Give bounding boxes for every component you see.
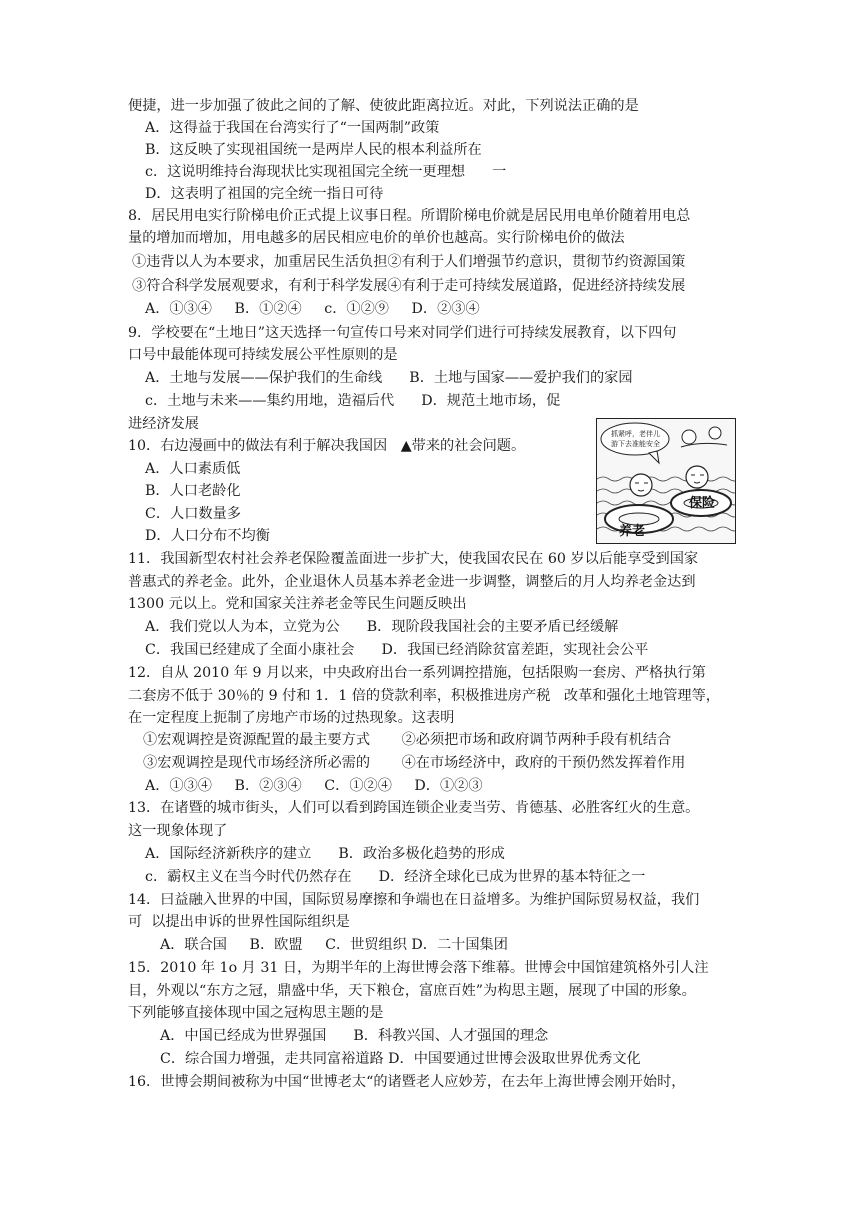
text-line: A．联合国 B．欧盟 C．世贸组织 D．二十国集团 xyxy=(160,937,508,953)
text-line: 15．2010 年 1o 月 31 日，为期半年的上海世博会落下维幕。世博会中国馆建筑格外引人注 xyxy=(128,960,709,976)
text-line: 11．我国新型农村社会养老保险覆盖面进一步扩大，使我国农民在 60 岁以后能享受到国家 xyxy=(128,551,699,567)
text-line: A．我们党以人为本，立党为公 B．现阶段我国社会的主要矛盾已经缓解 xyxy=(145,619,619,635)
text-line: ①宏观调控是资源配置的最主要方式 ②必须把市场和政府调节两种手段有机结合 xyxy=(143,732,672,748)
text-line: ③符合科学发展观要求，有利于科学发展④有利于走可持续发展道路，促进经济持续发展 xyxy=(132,278,686,294)
cartoon-drawing xyxy=(597,419,735,543)
text-line: 1300 元以上。党和国家关注养老金等民生问题反映出 xyxy=(128,596,467,612)
text-line: 口号中最能体现可持续发展公平性原则的是 xyxy=(128,347,398,363)
text-line: 13．在诸暨的城市街头，人们可以看到跨国连锁企业麦当劳、肯德基、必胜客红火的生意。 xyxy=(128,800,700,816)
text-line: c．这说明维持台海现状比实现祖国完全统一更理想 一 xyxy=(145,164,507,180)
text-line: C．综合国力增强，走共同富裕道路 D．中国要通过世博会汲取世界优秀文化 xyxy=(160,1051,641,1067)
text-line: 12．自从 2010 年 9 月以来，中央政府出台一系列调控措施，包括限购一套房、严格执行第 xyxy=(128,665,706,681)
text-line: ①违背以人为本要求，加重居民生活负担②有利于人们增强节约意识，贯彻节约资源国策 xyxy=(132,254,686,270)
text-line: A．中国已经成为世界强国 B．科教兴国、人才强国的理念 xyxy=(160,1028,549,1044)
ring-label-right: 保险 xyxy=(689,496,716,511)
text-line: 进经济发展 xyxy=(128,416,199,432)
cartoon-image xyxy=(596,418,736,544)
text-line: B．这反映了实现祖国统一是两岸人民的根本利益所在 xyxy=(145,142,482,158)
text-line: C．人口数量多 xyxy=(145,506,241,522)
text-line: ③宏观调控是现代市场经济所必需的 ④在市场经济中，政府的干预仍然发挥着作用 xyxy=(143,755,686,771)
text-line: C．我国已经建成了全面小康社会 D．我国已经消除贫富差距，实现社会公平 xyxy=(145,642,649,658)
text-line: 下列能够直接体现中国之冠构思主题的是 xyxy=(128,1005,384,1021)
text-line: 可 以提出申诉的世界性国际组织是 xyxy=(128,914,350,930)
text-line: 在一定程度上扼制了房地产市场的过热现象。这表明 xyxy=(128,710,455,726)
text-line: 二套房不低于 30％的 9 付和 1．1 倍的贷款利率，积极推进房产税 改革和强化土地管理等， xyxy=(128,688,720,704)
bubble-text-2: 游下去准能安全 xyxy=(611,440,660,448)
text-line: c．霸权主义在当今时代仍然存在 D．经济全球化已成为世界的基本特征之一 xyxy=(145,869,646,885)
text-line: A．①③④ B．②③④ C．①②④ D．①②③ xyxy=(145,778,483,794)
text-line: 16．世博会期间被称为中国“世博老太“的诸暨老人应妙芳，在去年上海世博会刚开始时， xyxy=(128,1074,686,1090)
bubble-text-1: 抓紧呼，老伴儿 xyxy=(611,430,660,438)
text-line: 这一现象体现了 xyxy=(128,823,228,839)
text-line: A．这得益于我国在台湾实行了“一国两制”政策 xyxy=(145,120,440,136)
text-line: c．土地与未来——集约用地，造福后代 D．规范土地市场，促 xyxy=(145,393,561,409)
ring-label-left: 养老 xyxy=(619,524,646,539)
text-line: 目，外观以“东方之冠，鼎盛中华，天下粮仓，富庶百姓”为构思主题，展现了中国的形象。 xyxy=(128,983,696,999)
text-line: A．土地与发展——保护我们的生命线 B．土地与国家——爱护我们的家园 xyxy=(145,370,633,386)
text-line: A．人口素质低 xyxy=(145,461,241,477)
text-line: A．①③④ B．①②④ c．①②⑨ D．②③④ xyxy=(145,301,480,317)
text-line: 14．曰益融入世界的中国，国际贸易摩擦和争端也在日益增多。为维护国际贸易权益，我们 xyxy=(128,892,700,908)
text-line: 便捷，进一步加强了彼此之间的了解、使彼此距离拉近。对此，下列说法正确的是 xyxy=(128,98,639,114)
text-line: D．人口分布不均衡 xyxy=(145,528,270,544)
text-line: 量的增加而增加，用电越多的居民相应电价的单价也越高。实行阶梯电价的做法 xyxy=(128,230,625,246)
text-line: D．这表明了祖国的完全统一指日可待 xyxy=(145,186,384,202)
text-line: 8．居民用电实行阶梯电价正式提上议事日程。所谓阶梯电价就是居民用电单价随着用电总 xyxy=(128,208,691,224)
text-line: 9．学校要在“土地日”这天选择一句宣传口号来对同学们进行可持续发展教育，以下四句 xyxy=(128,325,677,341)
text-line: B．人口老龄化 xyxy=(145,483,241,499)
text-line: 普惠式的养老金。此外，企业退休人员基本养老金进一步调整，调整后的月人均养老金达到 xyxy=(128,574,696,590)
text-line: A．国际经济新秩序的建立 B．政治多极化趋势的形成 xyxy=(145,846,505,862)
text-line: 10．右边漫画中的做法有利于解决我国因 ▲带来的社会问题。 xyxy=(128,438,526,454)
